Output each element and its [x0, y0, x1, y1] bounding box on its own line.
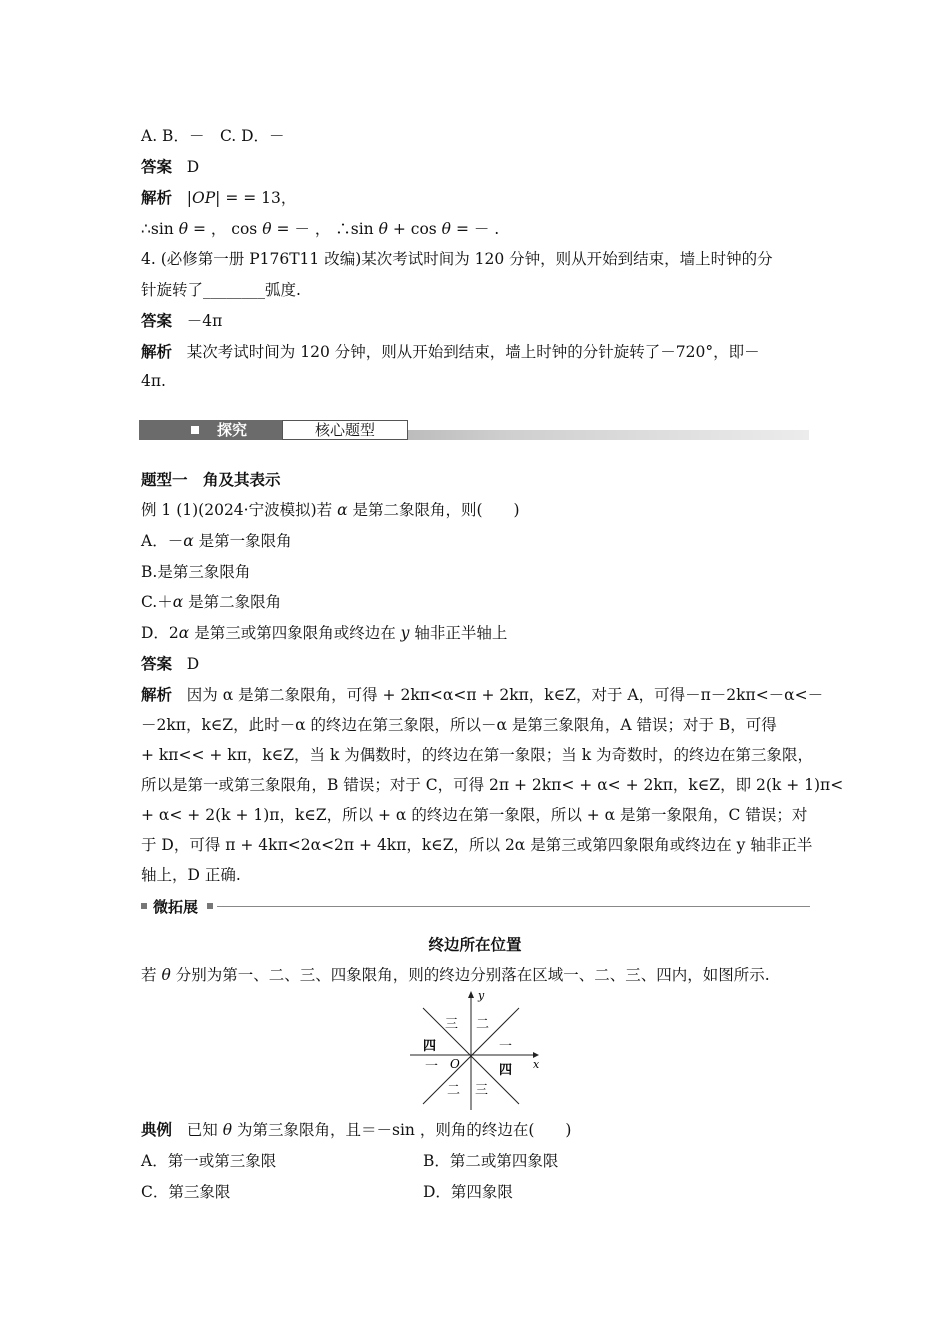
explanation-ex1-line4: 所以是第一或第三象限角，B 错误；对于 C，可得 2π + 2kπ< + α< + 2kπ，k∈Z，即 2(k + 1)π<: [141, 776, 844, 794]
explanation-line-3b: ∴sin θ = ， cos θ = － ， ∴sin θ + cos θ = － .: [141, 220, 500, 238]
explanation-ex1-line6: 于 D，可得 π + 4kπ<2α<2π + 4kπ，k∈Z，所以 2α 是第三或第四象限角或终边在 y 轴非正半: [141, 836, 813, 854]
micro-extension-header: 微拓展: [141, 897, 810, 917]
option-c: C.＋α 是第二象限角: [141, 593, 282, 611]
region-label: 二: [476, 1017, 490, 1032]
explanation-label: 解析: [141, 188, 173, 207]
y-label: y: [478, 989, 485, 1002]
region-label: 四: [499, 1063, 513, 1078]
question-4-line1: 4. (必修第一册 P176T11 改编)某次考试时间为 120 分钟，则从开始到结束，墙上时钟的分: [141, 250, 773, 268]
answer-label: 答案: [141, 157, 173, 176]
explanation-line-3a: 解析 |OP| = = 13，: [141, 188, 297, 207]
answer-line-3: [141, 157, 199, 177]
square-icon: [141, 903, 147, 909]
question-4-line2: 针旋转了________弧度.: [141, 281, 301, 299]
x-label: x: [533, 1058, 540, 1071]
option-b: B.是第三象限角: [141, 563, 251, 581]
options-line: A. B．－ C. D．－: [141, 127, 285, 145]
section-banner: [139, 419, 809, 443]
region-label: 二: [447, 1083, 461, 1098]
explanation-ex1-line5: + α< + 2(k + 1)π，k∈Z，所以 + α 的终边在第一象限，所以 + α 是第一象限角，C 错误；对: [141, 806, 808, 824]
option-d: D．2α 是第三或第四象限角或终边在 y 轴非正半轴上: [141, 624, 508, 642]
region-label: 三: [445, 1017, 459, 1032]
example-1-stem: 例 1 (1)(2024·宁波模拟)若 α 是第二象限角，则( ): [141, 501, 520, 519]
explanation-ex1-line2: －2kπ，k∈Z，此时－α 的终边在第三象限，所以－α 是第三象限角，A 错误；对于 B，可得: [141, 716, 777, 734]
example-option-b: B．第二或第四象限: [423, 1152, 559, 1170]
quadrant-figure: [405, 988, 545, 1114]
answer-line-ex1: 答案 D: [141, 654, 200, 673]
banner-right: 核心题型: [282, 420, 408, 440]
option-a: A．－α 是第一象限角: [141, 532, 292, 550]
extension-title: 终边所在位置: [428, 936, 522, 954]
explanation-ex1-line1: 解析 因为 α 是第二象限角，可得 + 2kπ<α<π + 2kπ，k∈Z，对于 A，可得－π－2kπ<－α<－: [141, 685, 824, 704]
divider: [217, 906, 810, 907]
explanation-ex1-line7: 轴上，D 正确.: [141, 866, 241, 884]
example-option-a: A．第一或第三象限: [141, 1152, 277, 1170]
section-title: 题型一 角及其表示: [141, 471, 281, 489]
answer-text: D: [186, 158, 200, 176]
example-option-c: C．第三象限: [141, 1183, 231, 1201]
answer-line-4: 答案 －4π: [141, 311, 223, 330]
region-label: 四: [423, 1039, 437, 1054]
square-icon: [191, 426, 199, 434]
region-label: 三: [475, 1083, 489, 1098]
explanation-line-4b: 4π.: [141, 372, 166, 390]
explanation-line-4a: 解析 某次考试时间为 120 分钟，则从开始到结束，墙上时钟的分针旋转了－720°，即－: [141, 342, 760, 361]
example-stem: 典例 已知 θ 为第三象限角，且＝－sin ，则角的终边在( ): [141, 1121, 572, 1139]
region-label: 一: [425, 1059, 439, 1074]
explanation-ex1-line3: + kπ<< + kπ，k∈Z，当 k 为偶数时，的终边在第一象限；当 k 为奇数时，的终边在第三象限，: [141, 746, 814, 764]
example-option-d: D．第四象限: [423, 1183, 513, 1201]
y-arrow-icon: [468, 991, 474, 998]
extension-text: 若 θ 分别为第一、二、三、四象限角，则的终边分别落在区域一、二、三、四内，如图所示.: [141, 966, 770, 984]
origin-label: O: [450, 1057, 460, 1071]
banner-left: 探究: [139, 420, 282, 440]
region-label: 一: [499, 1039, 513, 1054]
square-icon: [207, 903, 213, 909]
